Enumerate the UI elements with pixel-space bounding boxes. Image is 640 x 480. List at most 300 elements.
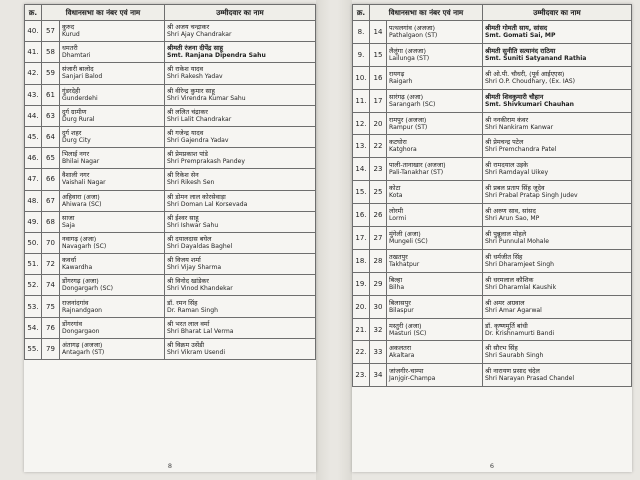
- constituency-number: 34: [370, 364, 387, 387]
- candidate-cell: [165, 63, 316, 84]
- table-row: [353, 272, 632, 295]
- table-row: [353, 204, 632, 227]
- constituency-cell: [387, 295, 483, 318]
- candidate-cell: [165, 317, 316, 338]
- constituency-name-hindi: दुर्ग ग्रामीण: [62, 107, 87, 116]
- constituency-name-english: Kurud: [62, 31, 80, 39]
- candidate-name-hindi: श्री विक्रम उसेंडी: [167, 340, 205, 349]
- constituency-number: 65: [42, 148, 60, 169]
- constituency-number: 68: [42, 211, 60, 232]
- serial-number: 53.: [25, 296, 42, 317]
- candidate-name-english: Shri Ajay Chandrakar: [167, 31, 232, 39]
- constituency-number: 79: [42, 338, 60, 359]
- constituency-cell: [387, 21, 483, 44]
- constituency-name-english: Dongargaon: [62, 327, 100, 335]
- constituency-name-english: Bhilai Nagar: [62, 158, 100, 166]
- candidate-cell: [165, 42, 316, 63]
- constituency-cell: [387, 341, 483, 364]
- candidate-name-hindi: श्री प्रेमप्रकाश पांडे: [167, 150, 208, 159]
- constituency-cell: [387, 227, 483, 250]
- constituency-number: 75: [42, 296, 60, 317]
- page-number: 6: [489, 462, 495, 470]
- page-number: 8: [167, 462, 173, 470]
- candidate-table: [352, 4, 632, 387]
- candidate-cell: [483, 227, 632, 250]
- candidate-name-hindi: श्री पुन्नूलाल मोहले: [485, 229, 527, 238]
- serial-number: 13.: [353, 135, 370, 158]
- candidate-name-hindi: श्रीमती सुनीति सत्यानंद राठिया: [485, 46, 556, 55]
- candidate-name-hindi: श्री गजेन्द्र यादव: [167, 129, 204, 138]
- constituency-cell: [387, 272, 483, 295]
- constituency-number: 58: [42, 42, 60, 63]
- candidate-cell: [483, 249, 632, 272]
- constituency-name-english: Katghora: [389, 146, 417, 154]
- candidate-header: उम्मीदवार का नाम: [165, 5, 316, 21]
- candidate-name-english: Shri Gajendra Yadav: [167, 137, 229, 145]
- candidate-name-english: Shri Saurabh Singh: [485, 352, 544, 360]
- serial-number: 52.: [25, 275, 42, 296]
- constituency-name-hindi: डोंगरगांव: [62, 319, 83, 328]
- constituency-name-hindi: गुंडरदेही: [62, 86, 81, 95]
- constituency-cell: [387, 135, 483, 158]
- candidate-name-hindi: श्री वीरेन्द्र कुमार साहू: [167, 86, 215, 95]
- candidate-cell: [165, 126, 316, 147]
- constituency-number: 29: [370, 272, 387, 295]
- candidate-name-hindi: श्री अजय चन्द्राकर: [167, 23, 210, 32]
- candidate-name-english: Shri Virendra Kumar Sahu: [167, 94, 246, 102]
- constituency-name-english: Gunderdehi: [62, 94, 98, 102]
- table-row: [25, 211, 316, 232]
- constituency-number: 27: [370, 227, 387, 250]
- serial-number: 40.: [25, 21, 42, 42]
- table-row: [25, 169, 316, 190]
- candidate-name-hindi: श्रीमती शिवकुमारी चौहान: [485, 92, 544, 101]
- constituency-name-hindi: अकलतरा: [389, 344, 412, 353]
- table-row: [25, 338, 316, 359]
- serial-number: 55.: [25, 338, 42, 359]
- serial-number: 51.: [25, 254, 42, 275]
- constituency-number: 64: [42, 126, 60, 147]
- constituency-number: 66: [42, 169, 60, 190]
- table-row: [25, 190, 316, 211]
- constituency-number: 20: [370, 112, 387, 135]
- constituency-name-hindi: मस्तुरी (अजा): [389, 321, 422, 330]
- constituency-number: 28: [370, 249, 387, 272]
- constituency-header: विधानसभा का नंबर एवं नाम: [42, 5, 165, 21]
- candidate-name-hindi: श्री ईश्वर साहू: [167, 213, 199, 222]
- candidate-cell: [165, 275, 316, 296]
- constituency-name-hindi: लैलूंगा (अजजा): [389, 46, 426, 55]
- table-row: [25, 148, 316, 169]
- candidate-name-hindi: श्री सौरभ सिंह: [485, 344, 518, 353]
- serial-number: 47.: [25, 169, 42, 190]
- table-row: [353, 135, 632, 158]
- serial-number: 12.: [353, 112, 370, 135]
- constituency-name-english: Mungeli (SC): [389, 237, 428, 245]
- candidate-cell: [483, 21, 632, 44]
- constituency-name-hindi: नवागढ़ (अजा): [62, 234, 97, 243]
- constituency-number: 67: [42, 190, 60, 211]
- constituency-cell: [387, 66, 483, 89]
- candidate-cell: [483, 112, 632, 135]
- serial-number: 17.: [353, 227, 370, 250]
- candidate-name-english: Shri Rikesh Sen: [167, 179, 215, 187]
- candidate-cell: [165, 84, 316, 105]
- constituency-name-hindi: धमतरी: [62, 44, 78, 53]
- constituency-name-english: Lormi: [389, 215, 407, 223]
- constituency-cell: [60, 105, 165, 126]
- candidate-name-hindi: श्री धरमलाल कौशिक: [485, 275, 534, 284]
- candidate-cell: [483, 204, 632, 227]
- constituency-name-english: Antagarh (ST): [62, 348, 105, 356]
- constituency-name-english: Akaltara: [389, 352, 415, 360]
- candidate-cell: [483, 341, 632, 364]
- table-row: [25, 126, 316, 147]
- candidate-cell: [483, 66, 632, 89]
- candidate-cell: [165, 296, 316, 317]
- serial-number: 23.: [353, 364, 370, 387]
- table-row: [25, 21, 316, 42]
- candidate-cell: [165, 105, 316, 126]
- constituency-name-hindi: बिल्हा: [389, 275, 403, 284]
- table-row: [353, 43, 632, 66]
- constituency-name-hindi: कटघोरा: [389, 138, 407, 147]
- constituency-cell: [60, 190, 165, 211]
- table-header-row: [353, 5, 632, 21]
- candidate-name-hindi: श्री प्रेमचन्द्र पटेल: [485, 138, 524, 147]
- table-row: [353, 112, 632, 135]
- candidate-name-hindi: श्री अरुण साव, सांसद: [485, 207, 536, 216]
- constituency-number: 76: [42, 317, 60, 338]
- candidate-name-english: Smt. Gomati Sai, MP: [485, 31, 556, 39]
- serial-header: क्र.: [353, 5, 370, 21]
- constituency-name-hindi: अहिवारा (अजा): [62, 192, 100, 201]
- serial-number: 20.: [353, 295, 370, 318]
- candidate-cell: [165, 211, 316, 232]
- constituency-name-english: Dhamtari: [62, 52, 91, 60]
- constituency-number: 25: [370, 181, 387, 204]
- candidate-name-hindi: डॉ. रमन सिंह: [167, 298, 198, 307]
- constituency-name-hindi: मुंगेली (अजा): [389, 229, 421, 238]
- serial-number: 21.: [353, 318, 370, 341]
- candidate-name-english: Shri Vijay Sharma: [167, 264, 222, 272]
- candidate-name-english: Shri Narayan Prasad Chandel: [485, 375, 575, 383]
- table-row: [25, 63, 316, 84]
- candidate-name-english: Shri Doman Lal Korsevada: [167, 200, 248, 208]
- constituency-name-hindi: पाली-तानाखार (अजजा): [389, 161, 446, 170]
- right-page: [352, 4, 632, 472]
- serial-number: 46.: [25, 148, 42, 169]
- candidate-cell: [483, 364, 632, 387]
- table-row: [25, 254, 316, 275]
- constituency-cell: [60, 317, 165, 338]
- serial-number: 41.: [25, 42, 42, 63]
- candidate-cell: [165, 254, 316, 275]
- constituency-number: 72: [42, 254, 60, 275]
- serial-number: 15.: [353, 181, 370, 204]
- candidate-header: उम्मीदवार का नाम: [483, 5, 632, 21]
- constituency-number: 70: [42, 232, 60, 253]
- candidate-name-hindi: श्री विनोद खांडेकर: [167, 277, 209, 286]
- candidate-cell: [165, 169, 316, 190]
- serial-number: 9.: [353, 43, 370, 66]
- table-row: [353, 295, 632, 318]
- table-row: [25, 317, 316, 338]
- constituency-number: 32: [370, 318, 387, 341]
- candidate-table: [24, 4, 316, 360]
- constituency-name-english: Takhatpur: [389, 260, 420, 268]
- constituency-name-english: Durg Rural: [62, 115, 95, 123]
- constituency-number: 22: [370, 135, 387, 158]
- candidate-name-hindi: श्री रिकेश सेन: [167, 171, 199, 180]
- table-row: [353, 181, 632, 204]
- constituency-cell: [60, 126, 165, 147]
- candidate-name-english: Shri Ramdayal Uikey: [485, 169, 549, 177]
- candidate-name-english: Shri Dharamjeet Singh: [485, 260, 555, 268]
- constituency-number: 59: [42, 63, 60, 84]
- constituency-name-hindi: लोरमी: [389, 207, 404, 216]
- table-row: [353, 66, 632, 89]
- serial-number: 22.: [353, 341, 370, 364]
- constituency-number: 23: [370, 158, 387, 181]
- candidate-cell: [483, 89, 632, 112]
- constituency-name-english: Bilaspur: [389, 306, 414, 314]
- constituency-name-english: Pali-Tanakhar (ST): [389, 169, 444, 177]
- candidate-cell: [165, 148, 316, 169]
- candidate-name-hindi: श्री राकेश यादव: [167, 65, 204, 74]
- constituency-number: 14: [370, 21, 387, 44]
- candidate-name-english: Shri O.P. Choudhary, (Ex. IAS): [485, 77, 576, 85]
- candidate-name-hindi: श्री अमर अग्रवाल: [485, 298, 525, 307]
- constituency-name-hindi: कवर्धा: [62, 256, 77, 265]
- constituency-name-hindi: कुरुद: [62, 23, 75, 32]
- candidate-name-hindi: श्री भरत लाल वर्मा: [167, 319, 210, 328]
- constituency-name-english: Janjgir-Champa: [389, 375, 436, 383]
- constituency-name-hindi: दुर्ग शहर: [62, 129, 82, 138]
- candidate-name-english: Shri Dharamlal Kaushik: [485, 283, 557, 291]
- constituency-name-english: Kawardha: [62, 264, 93, 272]
- constituency-number: 17: [370, 89, 387, 112]
- constituency-name-hindi: तखतपुर: [389, 252, 408, 261]
- candidate-name-hindi: श्री ललित चंद्राकर: [167, 107, 208, 116]
- constituency-number: 33: [370, 341, 387, 364]
- constituency-name-english: Navagarh (SC): [62, 242, 107, 250]
- constituency-name-english: Masturi (SC): [389, 329, 427, 337]
- constituency-cell: [60, 63, 165, 84]
- candidate-name-english: Shri Amar Agarwal: [485, 306, 542, 314]
- constituency-cell: [60, 169, 165, 190]
- table-row: [25, 105, 316, 126]
- candidate-name-hindi: श्री ओ.पी. चौधरी, (पूर्व आईएएस): [485, 69, 565, 78]
- constituency-number: 16: [370, 66, 387, 89]
- table-row: [353, 249, 632, 272]
- constituency-cell: [60, 211, 165, 232]
- constituency-name-english: Sarangarh (SC): [389, 100, 436, 108]
- table-row: [353, 318, 632, 341]
- constituency-number: 30: [370, 295, 387, 318]
- candidate-name-english: Shri Vinod Khandekar: [167, 285, 233, 293]
- candidate-name-english: Shri Premprakash Pandey: [167, 158, 245, 166]
- constituency-name-hindi: भिलाई नगर: [62, 150, 90, 159]
- constituency-name-hindi: अंतागढ़ (अजजा): [62, 340, 103, 349]
- constituency-number: 63: [42, 105, 60, 126]
- constituency-cell: [387, 204, 483, 227]
- constituency-cell: [60, 296, 165, 317]
- table-row: [25, 296, 316, 317]
- candidate-name-hindi: श्री रामदयाल उइके: [485, 161, 528, 170]
- constituency-cell: [387, 89, 483, 112]
- table-row: [353, 227, 632, 250]
- serial-number: 8.: [353, 21, 370, 44]
- candidate-name-hindi: श्री ननकीराम कंवर: [485, 115, 529, 124]
- candidate-name-hindi: श्री प्रबल प्रताप सिंह जूदेव: [485, 184, 545, 193]
- serial-number: 10.: [353, 66, 370, 89]
- constituency-number: 57: [42, 21, 60, 42]
- candidate-name-english: Dr. Krishnamurti Bandi: [485, 329, 555, 337]
- candidate-name-english: Shri Nankiram Kanwar: [485, 123, 554, 131]
- constituency-cell: [387, 249, 483, 272]
- constituency-name-hindi: कोटा: [389, 184, 401, 193]
- serial-number: 43.: [25, 84, 42, 105]
- constituency-cell: [387, 181, 483, 204]
- candidate-name-hindi: श्री विजय शर्मा: [167, 256, 201, 265]
- candidate-name-english: Smt. Shivkumari Chauhan: [485, 100, 575, 108]
- constituency-cell: [387, 318, 483, 341]
- candidate-name-hindi: श्रीमती रंजना दीपेंद्र साहू: [167, 44, 223, 53]
- candidate-name-english: Shri Bharat Lal Verma: [167, 327, 234, 335]
- constituency-number: 74: [42, 275, 60, 296]
- constituency-number: 61: [42, 84, 60, 105]
- serial-number: 14.: [353, 158, 370, 181]
- constituency-header: विधानसभा का नंबर एवं नाम: [370, 5, 483, 21]
- constituency-cell: [60, 42, 165, 63]
- constituency-name-english: Bilha: [389, 283, 405, 291]
- candidate-name-english: Shri Rakesh Yadav: [167, 73, 223, 81]
- serial-number: 44.: [25, 105, 42, 126]
- constituency-cell: [60, 275, 165, 296]
- constituency-name-english: Pathalgaon (ST): [389, 31, 438, 39]
- table-row: [353, 89, 632, 112]
- constituency-name-hindi: साजा: [62, 213, 75, 222]
- constituency-name-hindi: राजनांदगांव: [62, 298, 89, 307]
- constituency-name-english: Dongargarh (SC): [62, 285, 113, 293]
- constituency-name-hindi: सारंगढ़ (अजा): [389, 92, 424, 101]
- serial-number: 48.: [25, 190, 42, 211]
- constituency-cell: [387, 364, 483, 387]
- table-row: [353, 21, 632, 44]
- candidate-name-english: Shri Prabal Pratap Singh Judev: [485, 192, 578, 200]
- candidate-cell: [165, 190, 316, 211]
- constituency-name-english: Sanjari Balod: [62, 73, 103, 81]
- constituency-name-hindi: रामपुर (अजजा): [389, 115, 427, 124]
- candidate-name-english: Shri Ishwar Sahu: [167, 221, 219, 229]
- constituency-name-hindi: जांजगीर-चाम्पा: [389, 367, 424, 376]
- constituency-cell: [387, 158, 483, 181]
- constituency-name-hindi: रायगढ़: [389, 69, 405, 78]
- constituency-name-hindi: संजारी बालोद: [62, 65, 94, 74]
- table-row: [353, 158, 632, 181]
- candidate-cell: [165, 21, 316, 42]
- candidate-name-english: Shri Premchandra Patel: [485, 146, 557, 154]
- constituency-cell: [60, 338, 165, 359]
- candidate-name-english: Shri Dayaldas Baghel: [167, 242, 233, 250]
- candidate-name-english: Smt. Suniti Satyanand Rathia: [485, 54, 587, 62]
- serial-number: 18.: [353, 249, 370, 272]
- constituency-cell: [387, 112, 483, 135]
- candidate-cell: [483, 272, 632, 295]
- serial-number: 49.: [25, 211, 42, 232]
- serial-number: 19.: [353, 272, 370, 295]
- constituency-cell: [60, 254, 165, 275]
- candidate-cell: [483, 135, 632, 158]
- candidate-name-english: Shri Arun Sao, MP: [485, 215, 540, 223]
- constituency-cell: [60, 21, 165, 42]
- constituency-name-hindi: वैशाली नगर: [62, 171, 90, 180]
- constituency-name-english: Rampur (ST): [389, 123, 428, 131]
- constituency-name-english: Ahiwara (SC): [62, 200, 102, 208]
- candidate-cell: [483, 181, 632, 204]
- serial-number: 42.: [25, 63, 42, 84]
- table-row: [25, 84, 316, 105]
- constituency-cell: [60, 148, 165, 169]
- constituency-name-english: Lailunga (ST): [389, 54, 430, 62]
- constituency-name-english: Vaishali Nagar: [62, 179, 106, 187]
- table-row: [25, 42, 316, 63]
- serial-number: 16.: [353, 204, 370, 227]
- constituency-name-english: Kota: [389, 192, 403, 200]
- table-row: [353, 364, 632, 387]
- serial-header: क्र.: [25, 5, 42, 21]
- book-gutter: [316, 0, 352, 480]
- serial-number: 54.: [25, 317, 42, 338]
- constituency-cell: [60, 84, 165, 105]
- candidate-name-english: Shri Punnulal Mohale: [485, 237, 549, 245]
- candidate-name-hindi: श्री नारायण प्रसाद चंदेल: [485, 367, 540, 376]
- constituency-name-english: Saja: [62, 221, 76, 229]
- candidate-name-english: Shri Lalit Chandrakar: [167, 115, 232, 123]
- left-page: [24, 4, 316, 472]
- constituency-name-hindi: बिलासपुर: [389, 298, 411, 307]
- serial-number: 50.: [25, 232, 42, 253]
- constituency-name-hindi: पत्थलगांव (अजजा): [389, 23, 435, 32]
- candidate-cell: [165, 232, 316, 253]
- constituency-name-english: Rajnandgaon: [62, 306, 103, 314]
- candidate-name-english: Shri Vikram Usendi: [167, 348, 226, 356]
- candidate-cell: [483, 295, 632, 318]
- constituency-number: 26: [370, 204, 387, 227]
- candidate-cell: [483, 158, 632, 181]
- candidate-name-hindi: श्री दयालदास बघेल: [167, 234, 212, 243]
- constituency-name-english: Raigarh: [389, 77, 413, 85]
- candidate-name-hindi: श्रीमती गोमती साय, सांसद: [485, 23, 548, 32]
- constituency-number: 15: [370, 43, 387, 66]
- candidate-name-hindi: श्री डोमन लाल कोरसेवाड़ा: [167, 192, 226, 201]
- candidate-name-hindi: डॉ. कृष्णमूर्ति बांधी: [485, 321, 528, 330]
- candidate-cell: [483, 318, 632, 341]
- constituency-name-hindi: डोंगरगढ़ (अजा): [62, 277, 99, 286]
- candidate-cell: [483, 43, 632, 66]
- constituency-cell: [387, 43, 483, 66]
- constituency-cell: [60, 232, 165, 253]
- candidate-name-hindi: श्री धर्मजीत सिंह: [485, 252, 523, 261]
- serial-number: 11.: [353, 89, 370, 112]
- table-row: [25, 232, 316, 253]
- candidate-name-english: Smt. Ranjana Dipendra Sahu: [167, 52, 266, 60]
- constituency-name-english: Durg City: [62, 137, 91, 145]
- table-header-row: [25, 5, 316, 21]
- table-row: [353, 341, 632, 364]
- table-row: [25, 275, 316, 296]
